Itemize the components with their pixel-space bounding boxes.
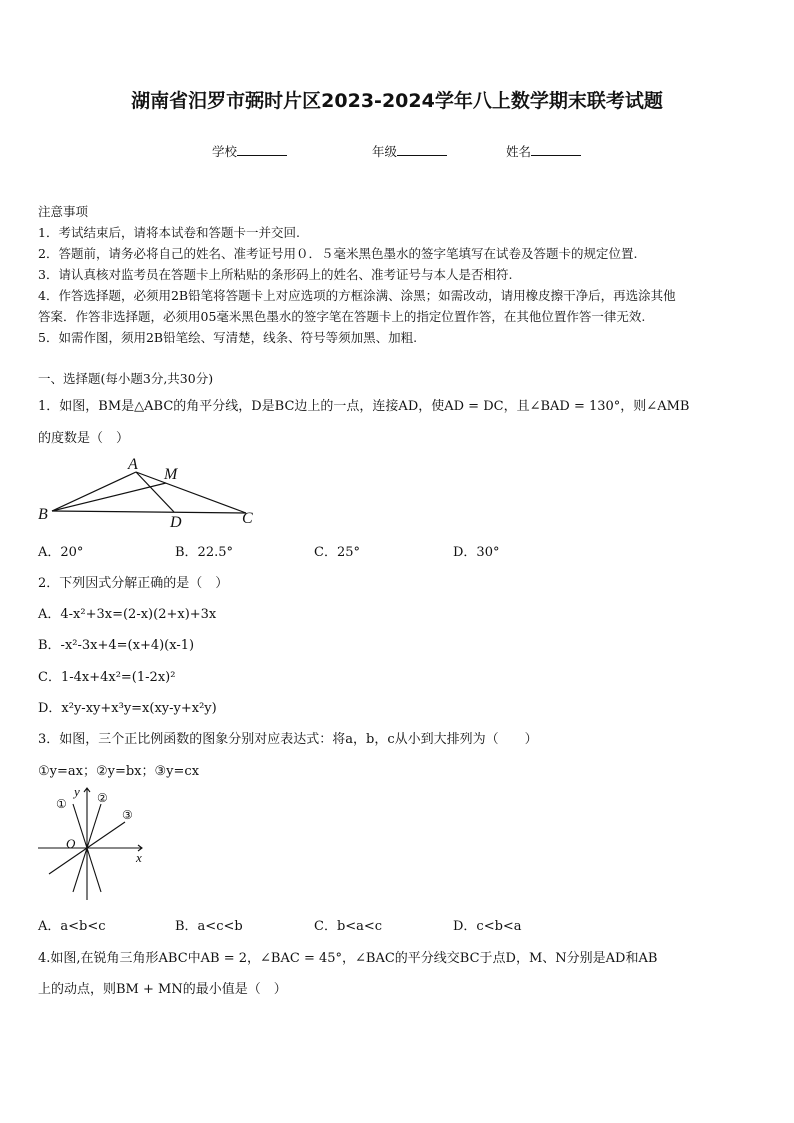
grade-field[interactable]: [372, 142, 447, 160]
q3-stem: 3．如图，三个正比例函数的图象分别对应表达式：将a，b，c从小到大排列为（ ）: [38, 732, 538, 747]
segment-ba: [52, 472, 136, 511]
school-label: 学校: [212, 144, 238, 159]
q1-triangle-figure: [34, 455, 264, 533]
label-b: B: [38, 506, 48, 523]
page-title: 湖南省汨罗市弼时片区2023-2024学年八上数学期末联考试题: [131, 90, 663, 112]
school-field[interactable]: [212, 142, 287, 160]
q3-graph-figure: [34, 782, 154, 902]
q3-option-c[interactable]: C．b<a<c: [314, 919, 383, 934]
segment-bc: [52, 511, 246, 513]
notice-item: 4．作答选择题，必须用2B铅笔将答题卡上对应选项的方框涂满、涂黑；如需改动，请用橡皮擦干净后，再选涂其他: [38, 288, 676, 303]
notice-item: 2．答题前，请务必将自己的姓名、准考证号用０．５毫米黑色墨水的签字笔填写在试卷及答题卡的规定位置.: [38, 246, 638, 261]
label-x: x: [136, 850, 142, 865]
notice-heading: 注意事项: [38, 204, 89, 219]
q1-option-c[interactable]: C．25°: [314, 545, 360, 560]
q1-option-d[interactable]: D．30°: [453, 545, 500, 560]
q2-option-a[interactable]: A．4-x²+3x=(2-x)(2+x)+3x: [38, 607, 217, 622]
q3-option-b[interactable]: B．a<c<b: [175, 919, 243, 934]
label-line-2: ②: [97, 791, 108, 805]
q2-option-b[interactable]: B．-x²-3x+4=(x+4)(x-1): [38, 638, 195, 653]
q1-option-a[interactable]: A．20°: [38, 545, 84, 560]
grade-blank[interactable]: [397, 143, 447, 156]
q3-option-a[interactable]: A．a<b<c: [38, 919, 106, 934]
name-field[interactable]: [506, 142, 581, 160]
notice-item: 1．考试结束后，请将本试卷和答题卡一并交回.: [38, 225, 300, 240]
q1-stem-line2: 的度数是（ ）: [38, 431, 130, 446]
q2-option-c[interactable]: C．1-4x+4x²=(1-2x)²: [38, 670, 176, 685]
label-y: y: [74, 784, 80, 799]
grade-label: 年级: [372, 144, 398, 159]
q4-stem-line2: 上的动点，则BM + MN的最小值是（ ）: [38, 982, 287, 997]
notice-item: 3．请认真核对监考员在答题卡上所粘贴的条形码上的姓名、准考证号与本人是否相符.: [38, 267, 513, 282]
section-heading: 一、选择题(每小题3分,共30分): [38, 371, 214, 386]
q2-stem: 2．下列因式分解正确的是（ ）: [38, 576, 229, 591]
q1-stem-line1: 1．如图，BM是△ABC的角平分线，D是BC边上的一点，连接AD，使AD = DC，且∠BAD = 130°，则∠AMB: [38, 399, 690, 414]
label-line-1: ①: [56, 797, 67, 811]
q4-stem-line1: 4.如图,在锐角三角形ABC中AB = 2，∠BAC = 45°，∠BAC的平分线交BC于点D，M、N分别是AD和AB: [38, 951, 658, 966]
school-blank[interactable]: [237, 143, 287, 156]
label-d: D: [170, 514, 182, 531]
notice-item: 答案．作答非选择题，必须用05毫米黑色墨水的签字笔在答题卡上的指定位置作答，在其他位置作答一律无效.: [38, 309, 646, 324]
q1-option-b[interactable]: B．22.5°: [175, 545, 233, 560]
notice-item: 5．如需作图，须用2B铅笔绘、写清楚，线条、符号等须加黑、加粗.: [38, 330, 418, 345]
name-label: 姓名: [506, 144, 532, 159]
q3-expressions: ①y=ax；②y=bx；③y=cx: [38, 764, 200, 779]
q2-option-d[interactable]: D．x²y-xy+x³y=x(xy-y+x²y): [38, 701, 217, 716]
notice-block: [38, 201, 676, 348]
segment-ac: [136, 472, 246, 513]
segment-bm: [52, 483, 166, 511]
label-origin: O: [66, 836, 76, 851]
q3-option-d[interactable]: D．c<b<a: [453, 919, 522, 934]
name-blank[interactable]: [531, 143, 581, 156]
label-c: C: [242, 510, 253, 527]
label-m: M: [164, 466, 178, 483]
label-line-3: ③: [122, 808, 133, 822]
label-a: A: [128, 456, 138, 473]
